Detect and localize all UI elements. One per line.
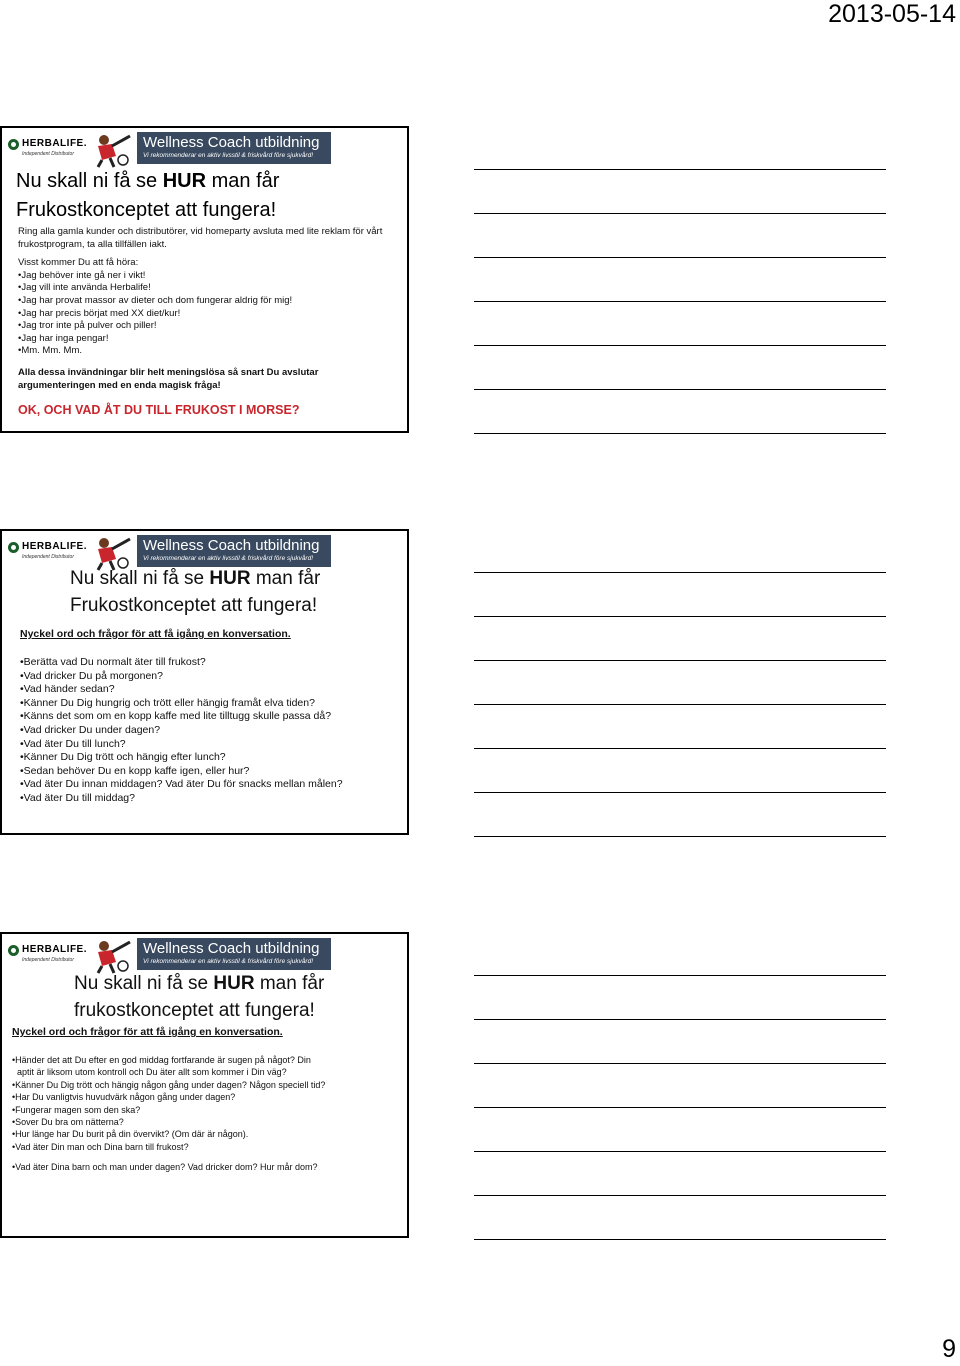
logo-text: HERBALIFE. bbox=[22, 541, 87, 552]
slide-1 bbox=[0, 126, 409, 433]
banner-subtitle: Vi rekommenderar en aktiv livsstil & friskvård före sjukvård! bbox=[143, 958, 314, 965]
banner-subtitle: Vi rekommenderar en aktiv livsstil & friskvård före sjukvård! bbox=[143, 152, 314, 159]
logo-subtext: Independent Distributor bbox=[22, 957, 74, 963]
note-line bbox=[474, 1152, 886, 1196]
list-item: •Berätta vad Du normalt äter till frukost? bbox=[20, 656, 206, 668]
notes-lines bbox=[474, 529, 886, 837]
logo-text: HERBALIFE. bbox=[22, 944, 87, 955]
slide-3 bbox=[0, 932, 409, 1238]
logo-subtext: Independent Distributor bbox=[22, 554, 74, 560]
note-line bbox=[474, 1064, 886, 1108]
page-date: 2013-05-14 bbox=[828, 0, 956, 28]
slide-2 bbox=[0, 529, 409, 835]
herbalife-logo bbox=[8, 138, 86, 164]
list-item: •Jag har provat massor av dieter och dom fungerar aldrig för mig! bbox=[18, 294, 293, 306]
slide-title: Nu skall ni få se HUR man får Frukostkonceptet att fungera! bbox=[16, 170, 280, 221]
list-item: •Jag behöver inte gå ner i vikt! bbox=[18, 269, 146, 281]
banner-title: Wellness Coach utbildning bbox=[143, 940, 320, 957]
title-banner bbox=[137, 938, 331, 970]
note-line bbox=[474, 1020, 886, 1064]
list-item: •Vad dricker Du under dagen? bbox=[20, 723, 161, 736]
mascot-soccer-player-icon bbox=[90, 132, 136, 168]
note-line bbox=[474, 258, 886, 302]
note-line bbox=[474, 793, 886, 837]
note-line bbox=[474, 346, 886, 390]
note-line bbox=[474, 1108, 886, 1152]
list-item: •Vad äter Din man och Dina barn till frukost? bbox=[12, 1141, 189, 1152]
list-item: •Vad äter Du innan middagen? Vad äter Du för snacks mellan målen? bbox=[20, 778, 343, 791]
notes-lines bbox=[474, 126, 886, 434]
note-line bbox=[474, 529, 886, 573]
note-line bbox=[474, 617, 886, 661]
note-line bbox=[474, 932, 886, 976]
list-item: •Känner Du Dig hungrig och trött eller hängig framåt elva tiden? bbox=[20, 696, 315, 709]
banner-title: Wellness Coach utbildning bbox=[143, 537, 320, 554]
list-item: •Känns det som om en kopp kaffe med lite tilltugg skulle passa då? bbox=[20, 710, 332, 723]
herbalife-leaf-icon bbox=[8, 945, 19, 956]
herbalife-leaf-icon bbox=[8, 139, 19, 150]
magic-question: OK, OCH VAD ÅT DU TILL FRUKOST I MORSE? bbox=[18, 403, 300, 417]
note-line bbox=[474, 126, 886, 170]
list-item: •Vad dricker Du på morgonen? bbox=[20, 669, 163, 682]
lead-text: Visst kommer Du att få höra: bbox=[18, 257, 139, 269]
note-line bbox=[474, 976, 886, 1020]
banner-subtitle: Vi rekommenderar en aktiv livsstil & friskvård före sjukvård! bbox=[143, 555, 314, 562]
herbalife-logo bbox=[8, 944, 86, 970]
list-item: aptit är liksom utom kontroll och Du äter allt som kommer i Din väg? bbox=[12, 1067, 287, 1078]
list-item: •Jag har precis börjat med XX diet/kur! bbox=[18, 307, 181, 319]
page-number: 9 bbox=[942, 1335, 956, 1363]
banner-title: Wellness Coach utbildning bbox=[143, 134, 320, 151]
slide-body bbox=[18, 226, 398, 358]
list-item: •Känner Du Dig trött och hängig efter lunch? bbox=[20, 751, 226, 764]
list-item: •Sedan behöver Du en kopp kaffe igen, eller hur? bbox=[20, 764, 250, 777]
bold-statement: Alla dessa invändningar blir helt meningslösa så snart Du avslutar argumenteringen med en enda magisk fråga! bbox=[18, 367, 319, 391]
slide-header bbox=[6, 132, 403, 168]
herbalife-logo bbox=[8, 541, 86, 567]
note-line bbox=[474, 170, 886, 214]
intro-text: Ring alla gamla kunder och distributörer, vid homeparty avsluta med lite reklam för vårt frukostprogram, ta alla tillfällen iakt. bbox=[18, 226, 383, 250]
list-item: •Sover Du bra om nätterna? bbox=[12, 1117, 124, 1128]
note-line bbox=[474, 749, 886, 793]
notes-lines bbox=[474, 932, 886, 1240]
list-item: •Vad äter Du till lunch? bbox=[20, 737, 126, 750]
mascot-soccer-player-icon bbox=[90, 938, 136, 974]
note-line bbox=[474, 1196, 886, 1240]
title-banner bbox=[137, 535, 331, 567]
list-item: •Vad äter Du till middag? bbox=[20, 791, 135, 804]
list-item: •Känner Du Dig trött och hängig någon gång under dagen? Någon speciell tid? bbox=[12, 1079, 326, 1090]
list-item: •Hur länge har Du burit på din övervikt? (Om där är någon). bbox=[12, 1129, 249, 1140]
slide-title: Nu skall ni få se HUR man får Frukostkonceptet att fungera! bbox=[70, 568, 321, 616]
list-item: •Mm. Mm. Mm. bbox=[18, 345, 83, 357]
note-line bbox=[474, 214, 886, 258]
note-line bbox=[474, 573, 886, 617]
list-item: •Jag tror inte på pulver och piller! bbox=[18, 320, 157, 332]
slide-header bbox=[6, 938, 403, 974]
note-line bbox=[474, 390, 886, 434]
slide-subtitle: Nyckel ord och frågor för att få igång en konversation. bbox=[20, 628, 291, 640]
list-item: •Fungerar magen som den ska? bbox=[12, 1104, 141, 1115]
note-line bbox=[474, 302, 886, 346]
question-list bbox=[20, 656, 343, 806]
note-line bbox=[474, 661, 886, 705]
list-item: •Händer det att Du efter en god middag fortfarande är sugen på något? Din bbox=[12, 1055, 311, 1065]
question-list bbox=[12, 1054, 325, 1174]
title-banner bbox=[137, 132, 331, 164]
logo-subtext: Independent Distributor bbox=[22, 151, 74, 157]
list-item: •Vad händer sedan? bbox=[20, 683, 115, 696]
list-item: •Har Du vanligtvis huvudvärk någon gång under dagen? bbox=[12, 1092, 236, 1103]
list-item: •Vad äter Dina barn och man under dagen? Vad dricker dom? Hur mår dom? bbox=[12, 1162, 318, 1173]
list-item: •Jag vill inte använda Herbalife! bbox=[18, 282, 151, 294]
list-item: •Jag har inga pengar! bbox=[18, 332, 109, 344]
herbalife-leaf-icon bbox=[8, 542, 19, 553]
slide-title: Nu skall ni få se HUR man får frukostkonceptet att fungera! bbox=[74, 973, 325, 1021]
note-line bbox=[474, 705, 886, 749]
slide-subtitle: Nyckel ord och frågor för att få igång en konversation. bbox=[12, 1026, 283, 1038]
logo-text: HERBALIFE. bbox=[22, 138, 87, 149]
